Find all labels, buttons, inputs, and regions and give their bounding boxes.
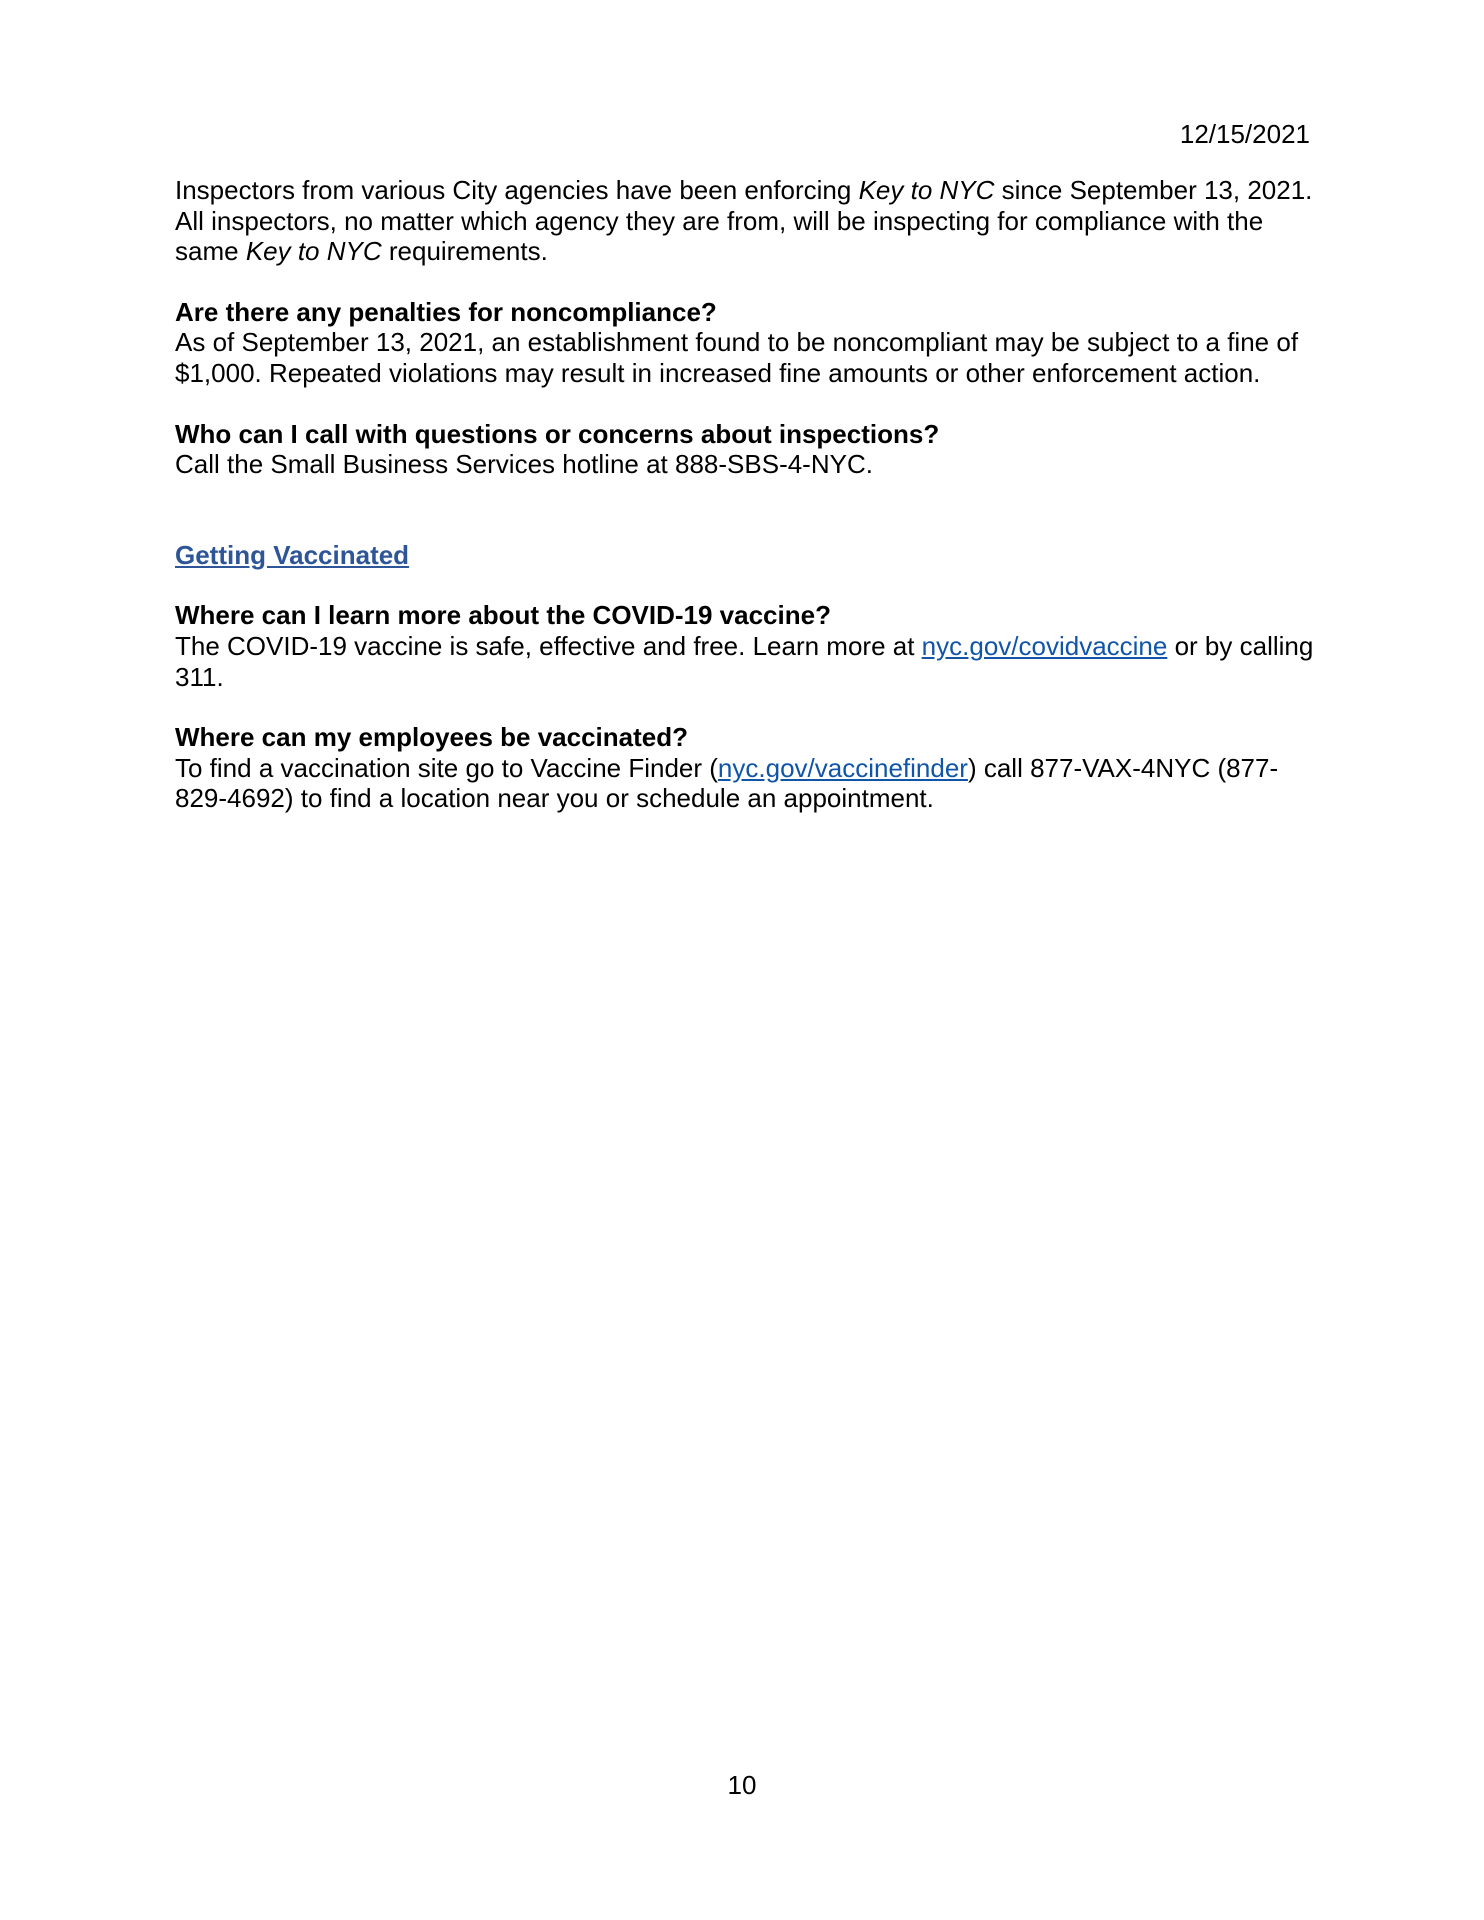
faq-penalties-answer: As of September 13, 2021, an establishment found to be noncompliant may be subject to a fine of $1,000. Repeated violations may result in increased fine amounts or other enforcement action. (175, 327, 1299, 388)
covidvaccine-link[interactable]: nyc.gov/covidvaccine (921, 630, 1168, 661)
faq-employees-text-1: To find a vaccination site go to Vaccine Finder ( (175, 752, 718, 783)
section-heading-getting-vaccinated[interactable]: Getting Vaccinated (175, 539, 410, 570)
intro-text-2: since September 13, 2021. All inspectors, no matter which agency they are from, will be inspecting for compliance with the same (175, 175, 1313, 267)
faq-penalties-question: Are there any penalties for noncompliance? (175, 296, 717, 327)
vaccinefinder-link[interactable]: nyc.gov/vaccinefinder (717, 752, 968, 783)
faq-contact-answer: Call the Small Business Services hotline at 888-SBS-4-NYC. (175, 449, 873, 480)
faq-employees-question: Where can my employees be vaccinated? (175, 722, 688, 753)
faq-vaccine-info-text-2: or by calling 311. (175, 630, 1314, 692)
page-number: 10 (727, 1770, 757, 1800)
document-body (175, 175, 1315, 814)
intro-text-3: requirements. (381, 236, 548, 267)
header-date: 12/15/2021 (1179, 119, 1310, 149)
intro-italic-key-to-nyc-2: Key to NYC (245, 236, 382, 267)
intro-text-1: Inspectors from various City agencies have been enforcing (175, 175, 859, 205)
intro-italic-key-to-nyc-1: Key to NYC (858, 175, 995, 205)
faq-vaccine-info-question: Where can I learn more about the COVID-19 vaccine? (175, 600, 831, 631)
faq-employees-text-2: ) call 877-VAX-4NYC (877-829-4692) to find a location near you or schedule an appointment. (175, 752, 1279, 814)
intro-paragraph (175, 175, 1315, 267)
faq-vaccine-info-answer (175, 631, 1315, 692)
faq-vaccine-info-text-1: The COVID-19 vaccine is safe, effective and free. Learn more at (175, 630, 922, 661)
faq-contact-question: Who can I call with questions or concerns about inspections? (175, 418, 940, 449)
faq-employees-answer (175, 753, 1315, 814)
